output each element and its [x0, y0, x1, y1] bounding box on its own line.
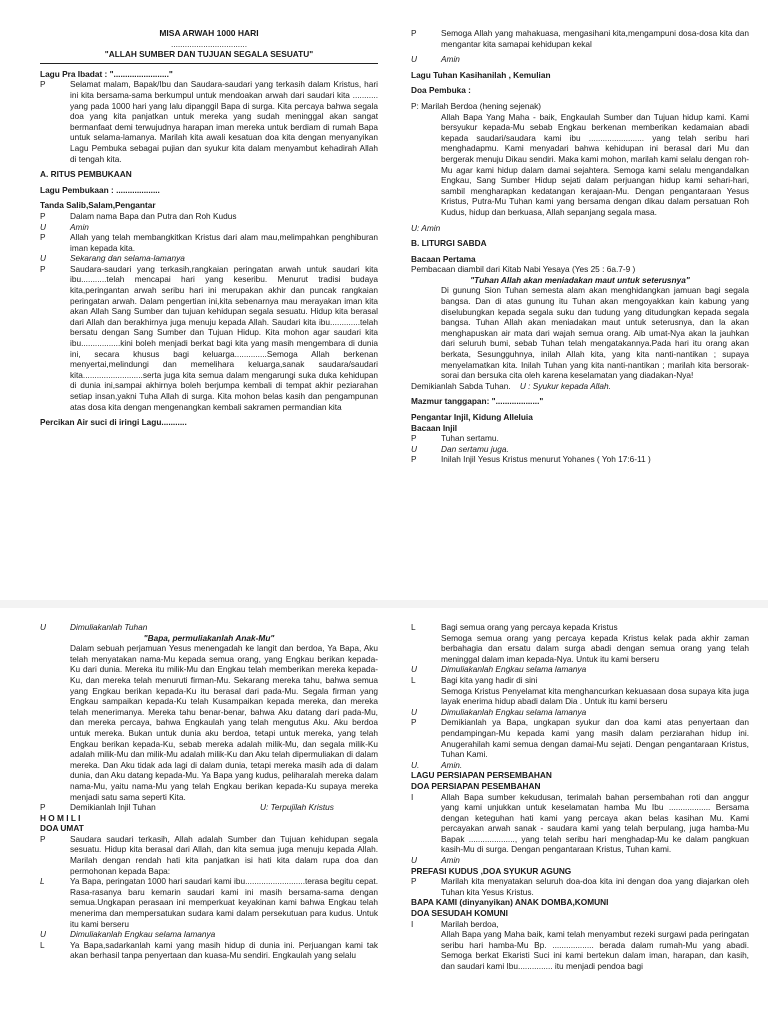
line-text: Dimuliakanlah Engkau selama lamanya: [441, 706, 587, 717]
speaker-label: P: [40, 79, 46, 90]
speaker-label: U: [411, 706, 417, 717]
line-text: Demikianlah ya Bapa, ungkapan syukur dan doa kami atas penyertaan dan pendampingan-Mu kepada kami yang masih dalam perziarahan hidup ini. Anugerahilah kami semua dengan damai-Mu sejati. Dengan pengantaraan Kristus, Tuhan Kami.: [441, 717, 749, 760]
speaker-label: U: [411, 54, 417, 65]
line-text: Inilah Injil Yesus Kristus menurut Yohanes ( Yoh 17:6-11 ): [441, 454, 651, 465]
intro-paragraph: [40, 79, 378, 164]
line-l1: [40, 876, 378, 929]
line-i1: [411, 792, 749, 856]
line-text: Amin: [441, 54, 460, 65]
line-text: Bagi semua orang yang percaya kepada Kristus: [441, 622, 618, 632]
line-u1: [411, 54, 749, 65]
line-p3: [411, 454, 749, 465]
doa-pembuka-text: Allah Bapa Yang Maha - baik, Engkaulah Sumber dan Tujuan hidup kami. Kami bersyukur kepada-Mu sebab Engkau berkenan memberikan kedamaian abadi kepada saudari/saudara kami ibu ........................ yang telah seribu hari menghadapmu. Kami menyadari bahwa kehidupan ini berasal dari Mu dan bergerak menuju Dikau sendiri. Maka kami mohon, marilah kami selalu dengan roh-Mu agar kami hidup dalam damai sejahtera. Semoga kami selalu mengandalkan Engkau, Sang Sumber Hidup sejati dalam perjuangan hidup kami sehari-hari, sambil mengharapkan kedatangan kerajaan-Mu. Dengan pengantaraan Yesus Kristus, Putra-Mu Tuhan kami yang bersama dengan dikau dalam persatuan Roh Kudus, hidup dan berkuasa, Allah sepanjang segala masa.: [441, 111, 749, 217]
line-text: Dan sertamu juga.: [441, 443, 509, 454]
i2-text: Allah Bapa yang Maha baik, kami telah menyambut rezeki surgawi pada peringatan seribu hari hamba-Mu Bp. .................. berada dalam rumah-Mu yang abadi. Semoga berkat Ekaristi Suci ini kami bertekun dalam iman, harapan, dan kasih, dan saudari kami Ibu............... itu menjadi pendoa bagi: [441, 929, 749, 971]
bapa-kami: BAPA KAMI (dinyanyikan) ANAK DOMBA,KOMUNI: [411, 897, 609, 908]
line-text: Demikianlah Injil Tuhan: [70, 802, 156, 813]
line-response: U: Terpujilah Kristus: [260, 802, 334, 813]
line-text: Ya Bapa, peringatan 1000 hari saudari kami ibu..........................terasa begitu cepat. Rasa-rasanya baru kemarin saudari kami ini masih bersama-sama dengan semua.Ungkapan perasaan ini memperkuat keyakinan kami bahwa Engkau telah menerima dan mempersatukan sudara kami dalam persekutuan para kudus. Untuk itu kami berseru: [70, 876, 378, 929]
line-p2: [40, 834, 378, 876]
line-text: Marilah kita menyatakan seluruh doa-doa kita ini dengan doa yang diajarkan oleh Tuhan kita Yesus Kristus.: [441, 876, 749, 897]
bacaan-text: Di gunung Sion Tuhan semesta alam akan menghidangkan jamuan bagi segala bangsa. Dan di atas gunung itu Tuhan akan mengoyakkan kain kabung yang diselubungkan kepada segala suku dan tudung yang ditudungkan kepada segala bangsa. Tuhan Allah akan meniadakan maut untuk seterusnya, dan la akan menghapuskan air mata dari wajah semua orang. Aib umat-Nya akan la jauhkan dari seluruh bumi, sebab Tuhan telah mengatakannya.Pada hari itu orang akan berkata, Sesungguhnya, inilah Allah kita, yang kita nanti-nantikan ; supaya menyelamatkan kita. Inilah Tuhan yang kita nanti-nantikan ; marilah kita bersorak-sorai dan bersuka cita oleh karena keselamatan yang diadakan-Nya!: [441, 285, 749, 381]
line-text: Amin: [70, 221, 89, 232]
speaker-label: U: [40, 221, 46, 232]
lagu-persiapan: LAGU PERSIAPAN PERSEMBAHAN: [411, 770, 552, 781]
bacaan-pertama: Bacaan Pertama: [411, 253, 476, 264]
page-bottom: [0, 608, 768, 1024]
doa-umat-heading: DOA UMAT: [40, 823, 84, 834]
line-text: Dimuliakanlah Engkau selama lamanya: [441, 664, 587, 675]
line-p3: [40, 232, 378, 253]
section-b-heading: B. LITURGI SABDA: [411, 238, 487, 249]
line-text: Dimuliakanlah Engkau selama lamanya: [70, 929, 216, 940]
speaker-label: P: [40, 263, 46, 274]
line-p2: [411, 433, 749, 444]
line-u2: [411, 707, 749, 718]
l1-text: Semoga semua orang yang percaya kepada Kristus kelak pada akhir zaman berbahagia dan ersatu dalam surga abadi dengan semua orang yang telah meninggal dalam iman kepada-Nya. Untuk itu kami berseru: [441, 632, 749, 664]
bacaan-injil: Bacaan Injil: [411, 422, 458, 433]
line-p1: [411, 28, 749, 49]
intro-text: Selamat malam, Bapak/Ibu dan Saudara-saudari yang terkasih dalam Kristus, hari ini kita bersama-sama berkumpul untuk mendoakan arwah dari saudari kita ........... yang pada 1000 hari yang lalu dipanggil Bapa di surga. Kita percaya bahwa segala doa yang kita panjatkan untuk mereka yang sudah meninggal akan sangat bermanfaat demi terwujudnya harapan iman mereka untuk berdiam di rumah Bapa untuk selama-lamanya. Marilah kita awali kesatuan doa kita dengan menyanyikan Lagu Pembuka sebagai pujian dan syukur kita dalam menyambut kehadirah Allah di tengah kita.: [70, 79, 378, 164]
line-u2: [411, 444, 749, 455]
line-l2: [411, 675, 749, 686]
line-text: Marilah berdoa,: [441, 918, 499, 929]
speaker-label: U.: [411, 759, 420, 770]
line-p2: [411, 876, 749, 897]
amin: U: Amin: [411, 222, 441, 233]
demikian-sabda: [411, 381, 749, 392]
mazmur: Mazmur tanggapan: "...................": [411, 396, 544, 407]
bottom-left-column: [40, 622, 378, 961]
lagu-tuhan: Lagu Tuhan Kasihanilah , Kemulian: [411, 69, 551, 80]
line-u2: [40, 253, 378, 264]
demikian-response: U : Syukur kepada Allah.: [519, 380, 611, 391]
speaker-label: P: [40, 210, 46, 221]
injil-title: "Bapa, permuliakanlah Anak-Mu": [143, 632, 275, 643]
speaker-label: U: [40, 929, 46, 940]
bottom-right-column: [411, 622, 749, 972]
line-text: Sekarang dan selama-lamanya: [70, 253, 185, 264]
speaker-label: L: [411, 674, 416, 685]
title-rule: [40, 63, 378, 64]
tanda-salib: Tanda Salib,Salam,Pengantar: [40, 200, 156, 211]
line-l2: [40, 940, 378, 961]
line-text: Semoga Allah yang mahakuasa, mengasihani kita,mengampuni dosa-dosa kita dan mengantar kita samapai kehidupan kekal: [441, 28, 749, 49]
doc-subtitle: "ALLAH SUMBER DAN TUJUAN SEGALA SESUATU": [104, 49, 314, 60]
speaker-label: L: [40, 939, 45, 950]
speaker-label: I: [411, 791, 414, 802]
doa-pembuka: Doa Pembuka :: [411, 85, 471, 96]
line-l1: [411, 622, 749, 633]
line-u4: [411, 855, 749, 866]
speaker-label: P: [40, 232, 46, 243]
line-text: Dalam nama Bapa dan Putra dan Roh Kudus: [70, 210, 237, 221]
doa-persiapan: DOA PERSIAPAN PESEMBAHAN: [411, 780, 541, 791]
line-text: Ya Bapa,sadarkanlah kami yang masih hidup di dunia ini. Perjuangan kami tak akan berhasil tanpa penyertaan dan kuasa-Mu sendiri. Engkaulah yang selalu: [70, 939, 378, 961]
line-text: Saudara saudari terkasih, Allah adalah Sumber dan Tujuan kehidupan segala sesuatu. Hidup kita berasal dari Allah, dan kita semua juga menuju kepada Allah. Marilah dengan rendah hati kita panjatkan isi hati kita dalam rupa doa dan permohonan kepada Bapa:: [70, 833, 378, 876]
bacaan-title: "Tuhan Allah akan meniadakan maut untuk seterusnya": [470, 274, 690, 285]
line-u2: [40, 929, 378, 940]
doc-dots: .................................: [170, 38, 248, 49]
speaker-label: L: [40, 876, 45, 887]
homili-heading: H O M I L I: [40, 812, 81, 823]
section-a-heading: A. RITUS PEMBUKAAN: [40, 169, 132, 180]
speaker-label: I: [411, 918, 414, 929]
speaker-label: U: [411, 855, 417, 866]
speaker-label: U: [411, 443, 417, 454]
speaker-label: P: [411, 28, 417, 38]
prefasi: PREFASI KUDUS ,DOA SYUKUR AGUNG: [411, 865, 572, 876]
line-p4: [40, 264, 378, 412]
line-u1: [411, 664, 749, 675]
line-text: Bagi kita yang hadir di sini: [441, 674, 538, 685]
line-text: Amin.: [441, 759, 463, 770]
line-p1: [40, 802, 378, 813]
demikian-text: Demikianlah Sabda Tuhan.: [411, 380, 511, 391]
line-text: Tuhan sertamu.: [441, 433, 499, 444]
line-u3: [411, 760, 749, 771]
speaker-label: P: [40, 833, 46, 844]
percikan-air: Percikan Air suci di iringi Lagu...........: [40, 417, 187, 428]
speaker-label: L: [411, 622, 416, 632]
line-text: Saudara-saudari yang terkasih,rangkaian peringatan arwah untuk saudari kita ibu...........telah mencapai hari yang keseribu. Menurut tradisi budaya kita,peringantan arwah seribu hari ini merupakan akhir dan puncak rangkaian peringatan arwah. Dalam pengertian ini,kita sebenarnya mau merayakan iman kita akan Allah Sang Sumber dan tujuan kehidupan segala sesuatu. Hidup kita berasal dari Allah dan berakhirnya juga menuju kepada Allah. Saudari kita ibu.............telah bersatu dengan Sang Sumber dan Tujuan Hidup. Kita mohon agar saudari kita ibu.................kini boleh menjadi berkat bagi kita yang masih mengembara di dunia ini, secara khusus bagi keluarga..............Semoga Allah berkenan menyertai,melindungi dan memelihara keluarga,sanak saudara/saudari kita..........................serta juga kita semua dalam mengarungi suka duka kehidupan di dunia ini,sampai akhirnya boleh berjumpa kembali di tempat akhir peziarahan setiap insan,yakni Tuha Allah di surga. Kita mohon belas kasih dan pengampunan atas dosa kita dengan mengenangkan kembali sakramen permandian kita: [70, 263, 378, 412]
line-text: Allah Bapa sumber kekudusan, terimalah bahan persembahan roti dan anggur yang kami unjukkan untuk keselamatan hamba Mu Ibu .................. Bersama dengan keteguhan hati kami yang percaya akan belas kasihan Mu. Kami percayakan arwah sanak - saudara kami yang telah berpulang, juga hamba-Mu Bapak ...................., yang telah seribu hari menghadap-Mu ke dalam pangkuan kasih-Mu di surga. Dengan pengantaraan Kristus, Tuhan kami.: [441, 791, 749, 855]
line-u1: [40, 222, 378, 233]
page-divider: [0, 600, 768, 608]
speaker-label: P: [40, 802, 46, 813]
line-p2: [40, 211, 378, 222]
line-p1: [411, 717, 749, 759]
lagu-pra-ibadat: Lagu Pra Ibadat : "........................": [40, 68, 173, 79]
top-left-column: [40, 28, 378, 428]
speaker-label: P: [411, 876, 417, 887]
speaker-label: P: [411, 717, 417, 728]
speaker-label: P: [411, 433, 417, 444]
top-right-column: [411, 28, 749, 465]
speaker-label: U: [40, 253, 46, 264]
doc-title: MISA ARWAH 1000 HARI: [159, 28, 259, 38]
lagu-pembukaan: Lagu Pembukaan : ...................: [40, 184, 160, 195]
line-text: Allah yang telah membangkitkan Kristus dari alam mau,melimpahkan penghiburan iman kepada kita.: [70, 232, 378, 253]
line-i2: [411, 919, 749, 930]
marilah-berdoa: P: Marilah Berdoa (hening sejenak): [411, 100, 542, 111]
doa-sesudah-komuni: DOA SESUDAH KOMUNI: [411, 908, 508, 919]
injil-text: Dalam sebuah perjamuan Yesus menengadah ke langit dan berdoa, Ya Bapa, Aku telah menyatakan nama-Mu kepada semua orang, yang Engkau berikan kepada-Ku dari dunia. Mereka itu milik-Mu dan Engkau telah memberikan mereka kepada-Ku, dan mereka telah menuruti firman-Mu. Sekarang mereka tahu, bahwa semua yang Engkau berikan kepada-Ku itu berasal dari pada-Mu. Segala firman yang Engkau sampaikan kepada-Ku telah Kusampaikan kepada mereka, dan mereka telah menerimanya. Mereka tahu benar-benar, bahwa Aku datang dari pada-Mu, dan mereka percaya, bahwa Engkaulah yang telah mengutus Aku. Aku berdoa untuk mereka. Bukan untuk dunia aku berdoa, tetapi untuk mereka, yang telah Engkau berikan kepada-Ku, sebab mereka adalah milik-Mu, dan segala milik-Ku adalah milik-Mu dan milik-Mu adalah milik-Ku dan Aku telah dipermuliakan di dalam mereka. Dan Aku tidak ada lagi di dalam dunia, tetapi mereka masih ada di dalam dunia, dan Aku datang kepada-Mu. Ya Bapa yang kudus, peliharalah mereka dalam nama-Mu, yaitu nama-Mu yang telah Engkau berikan kepada-Ku supaya mereka menjadi satu sama seperti Kita.: [70, 643, 378, 802]
pembacaan: Pembacaan diambil dari Kitab Nabi Yesaya (Yes 25 : 6a.7-9 ): [411, 264, 636, 275]
speaker-label: U: [40, 622, 46, 632]
line-text: Amin: [441, 855, 460, 866]
speaker-label: P: [411, 454, 417, 465]
line-text: Dimuliakanlah Tuhan: [70, 622, 148, 632]
speaker-label: U: [411, 664, 417, 675]
line-u1: [40, 622, 378, 633]
pengantar-injil: Pengantar Injil, Kidung Alleluia: [411, 412, 533, 422]
l2-text: Semoga Kristus Penyelamat kita menghancurkan kekuasaan dosa supaya kita juga layak enerima hidup abadi dalam Dia . Untuk itu kami berseru: [441, 685, 749, 707]
